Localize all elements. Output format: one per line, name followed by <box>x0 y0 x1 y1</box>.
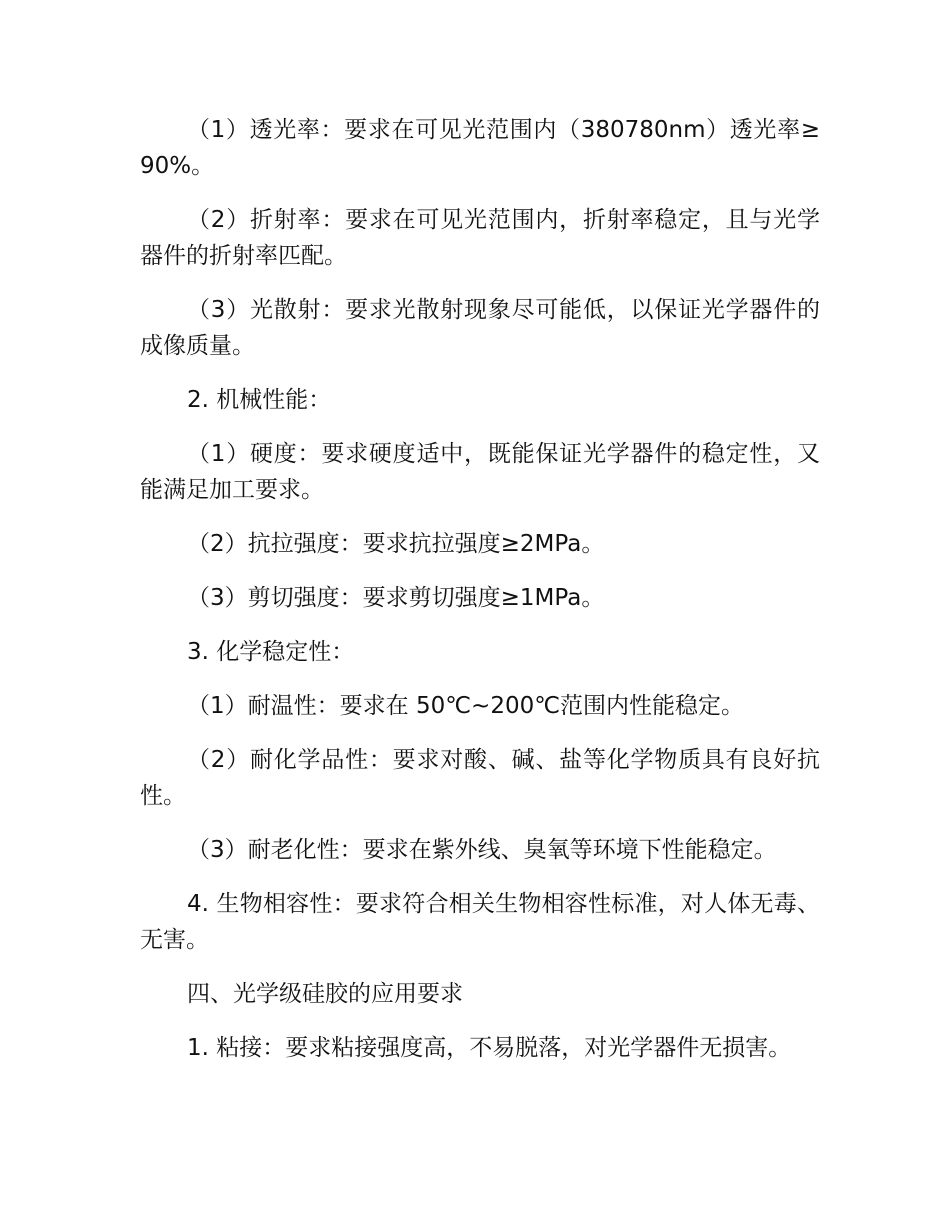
paragraph-aging-resistance: （3）耐老化性：要求在紫外线、臭氧等环境下性能稳定。 <box>187 837 777 863</box>
paragraph-hardness: （1）硬度：要求硬度适中，既能保证光学器件的稳定性，又能满足加工要求。 <box>140 441 820 503</box>
heading-application-requirements: 四、光学级硅胶的应用要求 <box>187 981 463 1007</box>
paragraph-refractive-index: （2）折射率：要求在可见光范围内，折射率稳定，且与光学器件的折射率匹配。 <box>140 207 820 269</box>
paragraph-temperature-resistance: （1）耐温性：要求在 50℃~200℃范围内性能稳定。 <box>187 693 745 719</box>
paragraph-light-scattering: （3）光散射：要求光散射现象尽可能低，以保证光学器件的成像质量。 <box>140 297 820 359</box>
paragraph-tensile-strength: （2）抗拉强度：要求抗拉强度≥2MPa。 <box>187 531 605 557</box>
paragraph-biocompatibility: 4. 生物相容性：要求符合相关生物相容性标准，对人体无毒、无害。 <box>140 891 820 953</box>
paragraph-transmittance: （1）透光率：要求在可见光范围内（380780nm）透光率≥90%。 <box>140 117 820 179</box>
paragraph-bonding: 1. 粘接：要求粘接强度高，不易脱落，对光学器件无损害。 <box>187 1035 792 1061</box>
paragraph-chemical-resistance: （2）耐化学品性：要求对酸、碱、盐等化学物质具有良好抗性。 <box>140 747 820 809</box>
heading-chemical-stability: 3. 化学稳定性： <box>187 639 355 665</box>
document-body <box>140 112 820 1084</box>
heading-mechanical-properties: 2. 机械性能： <box>187 387 332 413</box>
paragraph-shear-strength: （3）剪切强度：要求剪切强度≥1MPa。 <box>187 585 605 611</box>
